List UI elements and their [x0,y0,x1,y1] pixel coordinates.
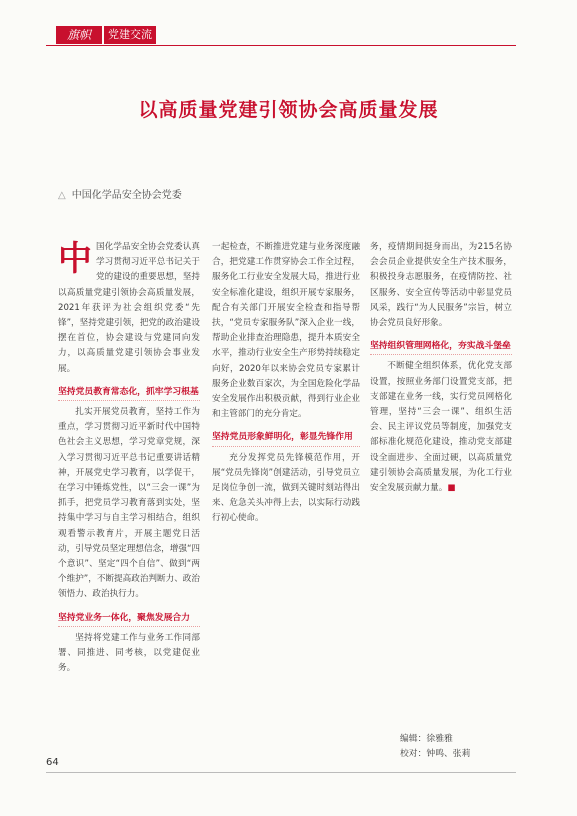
credits [400,732,470,762]
section-heading: 坚持党员形象鲜明化，彰显先锋作用 [212,430,360,446]
body-paragraph [370,359,512,496]
header-bar [46,26,516,44]
bullet-icon: △ [58,190,66,201]
body-paragraph: 充分发挥党员先锋模范作用，开展“党员先锋岗”创建活动，引导党员立足岗位争创一流，做到关键时刻站得出来、危急关头冲得上去，以实际行动践行初心使命。 [212,452,360,524]
intro-paragraph: 国化学品安全协会党委认真学习贯彻习近平总书记关于党的建设的重要思想，坚持以高质量党建引领协会高质量发展，2021年获评为社会组织党委“先锋”，坚持党建引领，把党的政治建设摆在首位，协会建设与党建同向发力，以高质量党建引领协会事业发展。 [58,242,200,374]
author-name: 中国化学品安全协会党委 [71,190,182,201]
proofreader-credit: 校对：钟鸣、张莉 [400,749,471,759]
author-line [58,186,182,201]
column-1 [58,240,200,700]
section-heading: 坚持党员教育常态化，抓牢学习根基 [58,385,200,401]
column-2 [212,240,360,740]
drop-cap: 中 [58,240,92,279]
footer-divider [46,772,516,773]
editor-credit: 编辑：徐雅雅 [400,734,453,744]
section-heading: 坚持党业务一体化，聚焦发展合力 [58,611,200,627]
section-heading: 坚持组织管理网格化，夯实战斗堡垒 [370,339,512,355]
body-paragraph: 务，疫情期间挺身而出，为215名协会会员企业提供安全生产技术服务，积极投身志愿服务，在疫情防控、社区服务、安全宣传等活动中彰显党员风采，践行“为人民服务”宗旨，树立协会党员良好形象。 [370,242,512,329]
header-divider [46,45,516,46]
article-title: 以高质量党建引领协会高质量发展 [138,99,439,121]
page-number: 64 [46,757,59,768]
brand-logo: 旗帜 [56,26,102,44]
body-paragraph: 一起检查，不断推进党建与业务深度融合，把党建工作贯穿协会工作全过程，服务化工行业安全发展大局，推进行业安全标准化建设，组织开展专家服务，配合有关部门开展安全检查和指导帮扶，“党员专家服务队”深入企业一线，帮助企业排查治理隐患，提升本质安全水平，推动行业安全生产形势持续稳定向好，2020年以来协会党员专家累计服务企业数百家次，为全国危险化学品安全发展作出积极贡献，得到行业企业和主管部门的充分肯定。 [212,242,360,420]
section-tag: 党建交流 [104,26,156,44]
body-text: 不断健全组织体系，优化党支部设置，按照业务部门设置党支部，把支部建在业务一线，实行党员网格化管理，坚持“三会一课”、组织生活会、民主评议党员等制度，加强党支部标准化规范化建设，推动党支部建设全面进步、全面过硬，以高质量党建引领协会高质量发展，为化工行业安全发展贡献力量。 [370,361,512,494]
column-3 [370,240,512,720]
body-paragraph: 坚持将党建工作与业务工作同部署、同推进、同考核，以党建促业务。 [58,632,200,674]
end-mark-icon: ■ [447,483,456,494]
body-paragraph: 扎实开展党员教育，坚持工作为重点，学习贯彻习近平新时代中国特色社会主义思想，学习党章党规，深入学习贯彻习近平总书记重要讲话精神，开展党史学习教育，以学促干，在学习中锤炼党性，以“三会一课”为抓手，把党员学习教育落到实处，坚持集中学习与自主学习相结合，组织观看警示教育片，开展主题党日活动，引导党员坚定理想信念，增强“四个意识”、坚定“四个自信”、做到“两个维护”，不断提高政治判断力、政治领悟力、政治执行力。 [58,407,200,600]
